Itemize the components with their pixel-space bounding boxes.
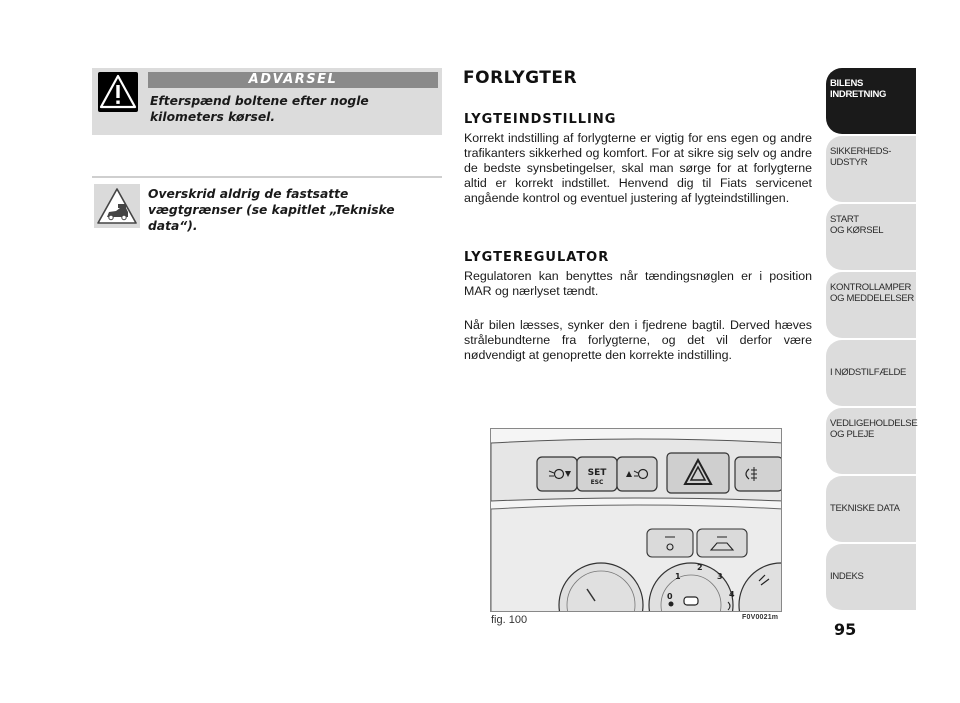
hazard-button — [667, 453, 729, 493]
warning-label: ADVARSEL — [148, 72, 438, 88]
tab-start-og-korsel[interactable] — [826, 204, 916, 270]
tab-label-line: START — [830, 214, 859, 225]
page-title: FORLYGTER — [463, 68, 578, 88]
load-warning-icon — [94, 184, 140, 228]
dial-number-4: 4 — [729, 590, 735, 599]
separator-line — [92, 176, 442, 178]
tab-label-line: UDSTYR — [830, 157, 868, 168]
headlight-up-button — [617, 457, 657, 491]
tab-vedligeholdelse[interactable] — [826, 408, 916, 474]
tab-label-line: VEDLIGEHOLDELSE — [830, 418, 918, 429]
paragraph-regulator-2: Når bilen læsses, synker den i fjedrene bagtil. Derved hæves strålebundterne fra forlygterne, og det vil derfor være nødvendigt at genoprette den korrekte indstilling. — [464, 318, 812, 362]
tab-label-line: TEKNISKE DATA — [830, 503, 900, 514]
section-title-lygteregulator: LYGTEREGULATOR — [464, 250, 610, 265]
set-esc-button — [577, 457, 617, 491]
tab-indeks[interactable] — [826, 544, 916, 610]
dial-number-1: 1 — [675, 572, 681, 581]
chapter-tabs — [826, 68, 916, 614]
note-text: Overskrid aldrig de fastsatte vægtgrænser (se kapitlet „Tekniske data“). — [148, 187, 395, 233]
dial-number-0: 0 — [667, 592, 673, 601]
tab-label-line: INDRETNING — [830, 89, 887, 100]
tab-label-line: INDEKS — [830, 571, 864, 582]
recirculation-button — [647, 529, 693, 557]
tab-label-line: KONTROLLAMPER — [830, 282, 912, 293]
dashboard-illustration — [490, 428, 782, 612]
tab-kontrollamper[interactable] — [826, 272, 916, 338]
tab-tekniske-data[interactable] — [826, 476, 916, 542]
tab-label-line: I NØDSTILFÆLDE — [830, 367, 907, 378]
tab-label-line: BILENS — [830, 78, 864, 89]
tab-sikkerhedsudstyr[interactable] — [826, 136, 916, 202]
paragraph-regulator-1: Regulatoren kan benyttes når tændingsnøglen er i position MAR og nærlyset tændt. — [464, 269, 812, 298]
tab-label-line: OG MEDDELELSER — [830, 293, 914, 304]
paragraph-lygteindstilling: Korrekt indstilling af forlygterne er vigtig for ens egen og andre trafikanters sikkerhed og komfort. For at sikre sig selv og andre de bedste synsbetingelser, skal man sørge for at forlygterne altid er korrekt indstillet. Henvend dig til Fiats servicenet angående kontrol og eventuel justering af lygteindstillingen. — [464, 131, 812, 205]
warning-triangle-icon — [98, 72, 138, 112]
warning-text: Efterspænd boltene efter nogle kilometers kørsel. — [150, 94, 369, 124]
set-label: SET — [587, 468, 607, 478]
figure-code: F0V0021m — [742, 614, 779, 621]
tab-label-line: SIKKERHEDS- — [830, 146, 892, 157]
dial-number-2: 2 — [697, 563, 703, 572]
tab-i-nodstilfaelde[interactable] — [826, 340, 916, 406]
dial-number-3: 3 — [717, 572, 723, 581]
section-title-lygteindstilling: LYGTEINDSTILLING — [464, 112, 617, 127]
figure-caption: fig. 100 — [491, 614, 528, 626]
tab-bilens-indretning[interactable] — [826, 68, 916, 134]
tab-label-line: OG PLEJE — [830, 429, 875, 440]
ac-button — [697, 529, 747, 557]
warning-box — [92, 68, 442, 135]
esc-label: ESC — [590, 479, 604, 486]
rear-fog-button — [735, 457, 782, 491]
page-number: 95 — [834, 620, 857, 639]
tab-label-line: OG KØRSEL — [830, 225, 884, 236]
headlight-down-button — [537, 457, 577, 491]
